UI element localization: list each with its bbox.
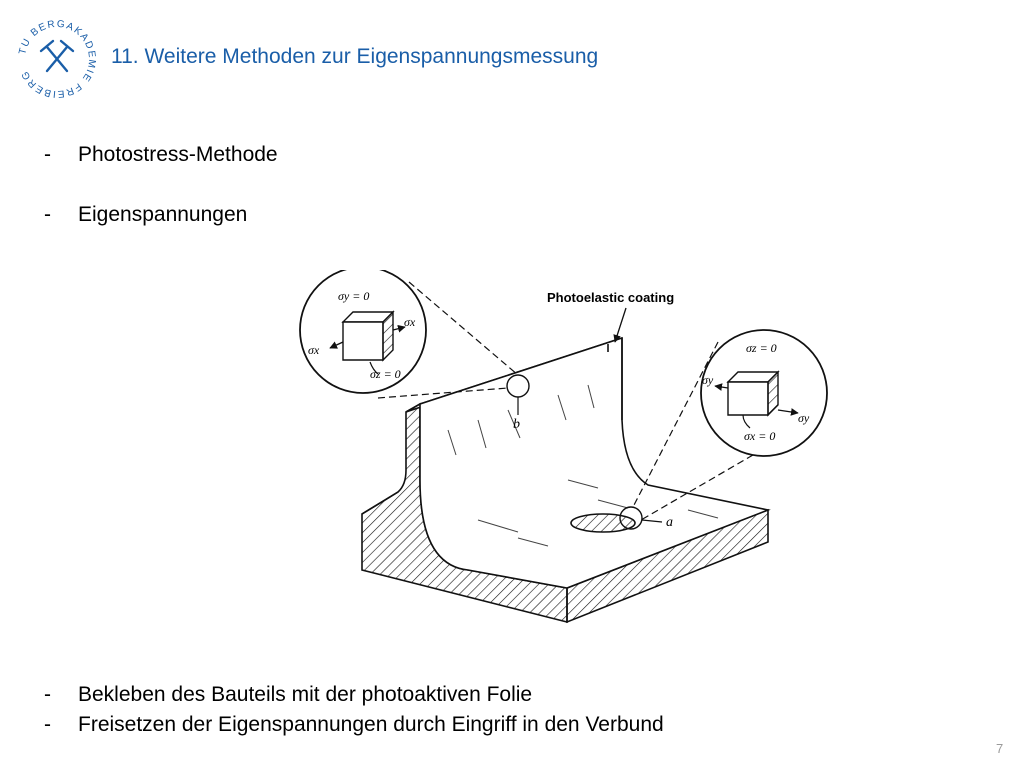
- right-sigma-z-label: σz = 0: [746, 341, 777, 355]
- bullet-item: [44, 203, 278, 263]
- photoelastic-diagram: [298, 270, 828, 630]
- left-stress-inset: [300, 270, 426, 393]
- page-number: 7: [996, 741, 1004, 756]
- coating-leader: [615, 308, 626, 342]
- left-sigma-x-label: σx: [404, 315, 416, 329]
- slide-title: 11. Weitere Methoden zur Eigenspannungsmessung: [111, 45, 599, 68]
- bullet-text: Photostress-Methode: [78, 143, 278, 166]
- hammer-and-pick-icon: [41, 41, 73, 71]
- left-sigma-x-neg-label: σx: [308, 343, 320, 357]
- drill-hole: [571, 514, 635, 532]
- right-sigma-y-label: σy: [702, 373, 714, 387]
- bullet-dash: -: [44, 683, 51, 706]
- bullet-dash: -: [44, 143, 51, 166]
- right-stress-inset: [701, 330, 827, 456]
- right-sigma-y-pos-label: σy: [798, 411, 810, 425]
- bullet-item: [44, 683, 664, 713]
- bottom-bullet-list: [44, 683, 664, 743]
- university-logo: [12, 14, 102, 104]
- right-sigma-x-label: σx = 0: [744, 429, 776, 443]
- logo-text: TU BERGAKADEMIE FREIBERG: [17, 18, 98, 100]
- top-bullet-list: [44, 143, 278, 263]
- bullet-dash: -: [44, 203, 51, 226]
- bullet-dash: -: [44, 713, 51, 736]
- coating-label: Photoelastic coating: [547, 290, 675, 305]
- bullet-text: Eigenspannungen: [78, 203, 248, 226]
- bullet-text: Freisetzen der Eigenspannungen durch Eingriff in den Verbund: [78, 713, 664, 736]
- bullet-item: [44, 143, 278, 203]
- left-sigma-y-label: σy = 0: [338, 289, 370, 303]
- point-a-label: a: [666, 515, 673, 530]
- bullet-item: [44, 713, 664, 743]
- bullet-text: Bekleben des Bauteils mit der photoaktiven Folie: [78, 683, 533, 706]
- point-b-label: b: [513, 417, 520, 432]
- left-sigma-z-label: σz = 0: [370, 367, 401, 381]
